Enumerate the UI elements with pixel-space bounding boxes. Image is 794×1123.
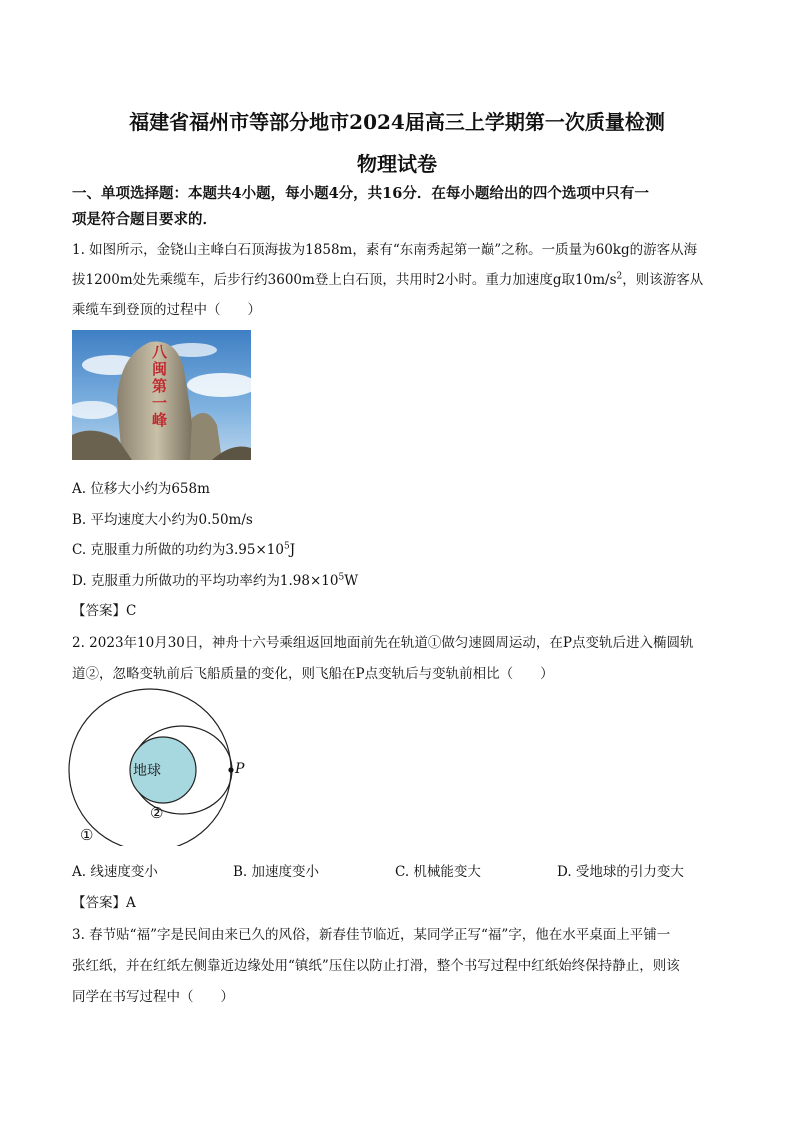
section-heading-line2: 项是符合题目要求的． — [72, 211, 217, 228]
q1-stem-line1: 1. 如图所示，金铙山主峰白石顶海拔为1858m，素有“东南秀起第一巅”之称。一质量为60kg的游客从海 — [72, 242, 698, 258]
page-title: 福建省福州市等部分地市2024届高三上学期第一次质量检测 — [129, 110, 665, 134]
orbit-1-label: ① — [80, 826, 94, 844]
page-subtitle: 物理试卷 — [357, 152, 437, 176]
q1-option-b: B. 平均速度大小约为0.50m/s — [72, 512, 253, 528]
q2-stem-line2: 道②，忽略变轨前后飞船质量的变化，则飞船在P点变轨后与变轨前相比（ ） — [72, 666, 554, 682]
q2-option-c: C. 机械能变大 — [395, 864, 481, 880]
q2-option-b: B. 加速度变小 — [233, 864, 320, 880]
q1-stem-line3: 乘缆车到登顶的过程中（ ） — [72, 302, 261, 318]
q1-rock-photo — [72, 330, 251, 460]
q1-option-a: A. 位移大小约为658m — [72, 481, 210, 497]
q3-stem-line3: 同学在书写过程中（ ） — [72, 989, 234, 1005]
q2-option-a: A. 线速度变小 — [72, 864, 158, 880]
q3-stem-line1: 3. 春节贴“福”字是民间由来已久的风俗，新春佳节临近，某同学正写“福”字，他在水平桌面上平铺一 — [72, 927, 671, 943]
q1-option-d: D. 克服重力所做功的平均功率约为$1.98\times 10^5W$ — [72, 572, 359, 589]
q1-stem-line2: 拔1200m处先乘缆车，后步行约3600m登上白石顶，共用时2小时。重力加速度g取$10m/s^2$，则该游客从 — [72, 271, 704, 288]
q2-stem-line1: 2. 2023年10月30日，神舟十六号乘组返回地面前先在轨道①做匀速圆周运动，在P点变轨后进入椭圆轨 — [72, 635, 694, 651]
point-p-dot — [228, 767, 233, 772]
orbit-2-label: ② — [150, 804, 164, 822]
earth-label: 地球 — [133, 763, 161, 779]
q3-stem-line2: 张红纸，并在红纸左侧靠近边缘处用“镇纸”压住以防止打滑，整个书写过程中红纸始终保持静止，则该 — [72, 958, 680, 974]
q1-answer: 【答案】C — [72, 603, 137, 619]
q1-option-c: C. 克服重力所做的功约为$3.95\times 10^5J$ — [72, 541, 296, 558]
q2-answer: 【答案】A — [72, 895, 136, 911]
point-p-label: P — [235, 761, 245, 777]
q2-option-d: D. 受地球的引力变大 — [557, 864, 684, 880]
rock-inscription: 八闽第一峰 — [152, 343, 168, 429]
section-heading-line1: 一、单项选择题：本题共4小题，每小题4分，共16分．在每小题给出的四个选项中只有一 — [72, 185, 649, 202]
